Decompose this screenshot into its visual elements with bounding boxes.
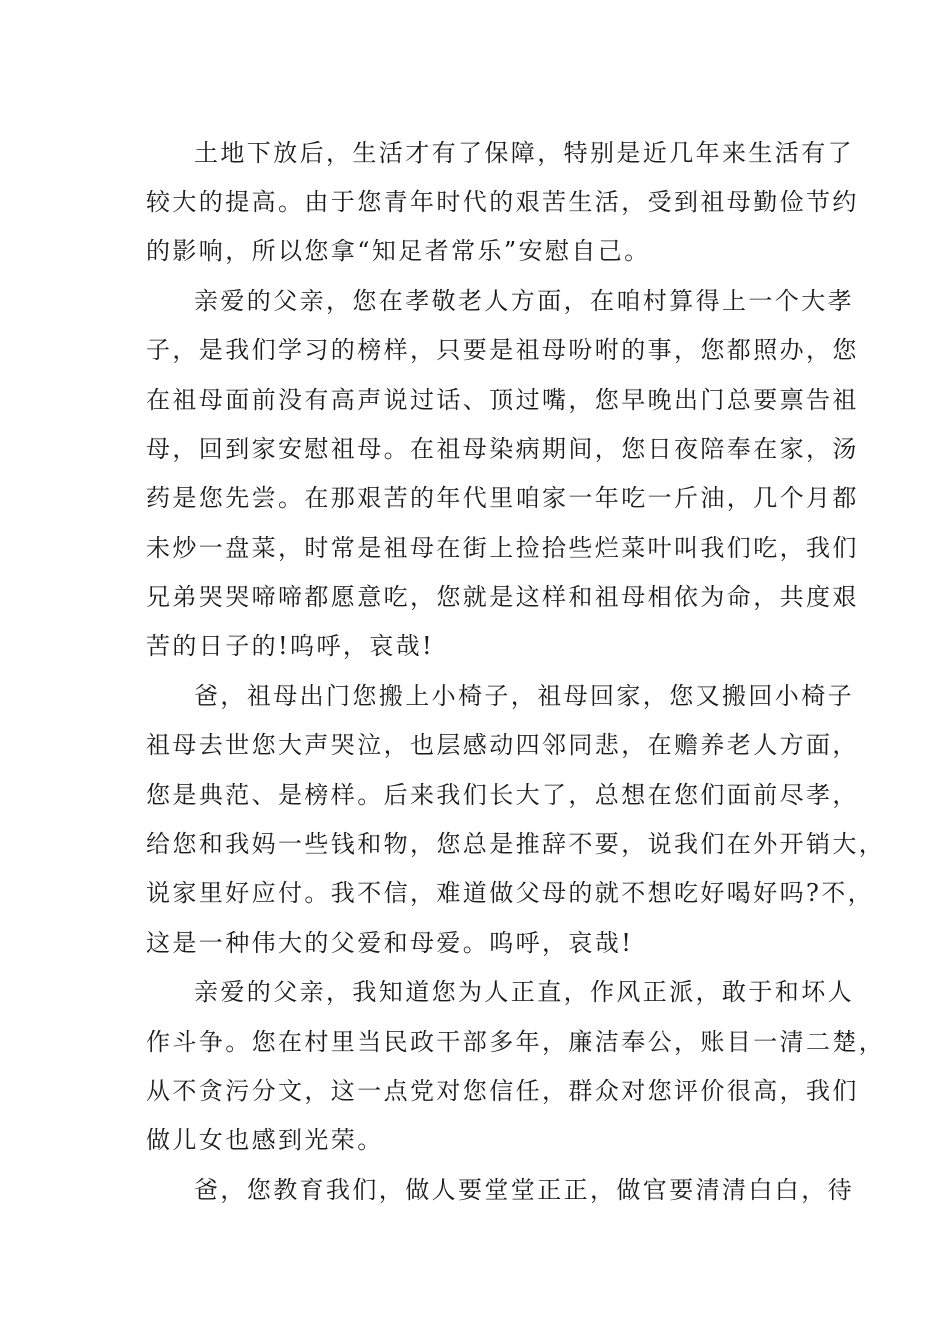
paragraph-line: 的影响，所以您拿“知足者常乐”安慰自己。 bbox=[146, 237, 651, 265]
paragraph-line: 这是一种伟大的父爱和母爱。呜呼，哀哉! bbox=[146, 929, 634, 957]
paragraph-line: 母，回到家安慰祖母。在祖母染病期间，您日夜陪奉在家，汤 bbox=[146, 435, 859, 463]
paragraph-line: 亲爱的父亲，我知道您为人正直，作风正派，敢于和坏人 bbox=[194, 978, 854, 1006]
paragraph-line: 给您和我妈一些钱和物，您总是推辞不要，说我们在外开销大， bbox=[146, 830, 886, 858]
paragraph-line: 未炒一盘菜，时常是祖母在街上捡拾些烂菜叶叫我们吃，我们 bbox=[146, 534, 859, 562]
paragraph-line: 亲爱的父亲，您在孝敬老人方面，在咱村算得上一个大孝 bbox=[194, 287, 854, 315]
paragraph-line: 药是您先尝。在那艰苦的年代里咱家一年吃一斤油，几个月都 bbox=[146, 484, 859, 512]
paragraph-line: 爸，祖母出门您搬上小椅子，祖母回家，您又搬回小椅子 bbox=[194, 682, 854, 710]
paragraph-line: 在祖母面前没有高声说过话、顶过嘴，您早晚出门总要禀告祖 bbox=[146, 386, 859, 414]
paragraph-line: 爸，您教育我们，做人要堂堂正正，做官要清清白白，待 bbox=[194, 1176, 854, 1204]
paragraph-line: 说家里好应付。我不信，难道做父母的就不想吃好喝好吗?不， bbox=[146, 879, 875, 907]
paragraph-line: 作斗争。您在村里当民政干部多年，廉洁奉公，账目一清二楚， bbox=[146, 1028, 886, 1056]
paragraph-line: 较大的提高。由于您青年时代的艰苦生活，受到祖母勤俭节约 bbox=[146, 188, 859, 216]
paragraph-line: 做儿女也感到光荣。 bbox=[146, 1126, 384, 1154]
paragraph-line: 土地下放后，生活才有了保障，特别是近几年来生活有了 bbox=[194, 139, 854, 167]
paragraph-line: 兄弟哭哭啼啼都愿意吃，您就是这样和祖母相依为命，共度艰 bbox=[146, 583, 859, 611]
paragraph-line: 苦的日子的!呜呼，哀哉! bbox=[146, 632, 435, 660]
paragraph-line: 子，是我们学习的榜样，只要是祖母吩咐的事，您都照办，您 bbox=[146, 336, 859, 364]
paragraph-line: 祖母去世您大声哭泣，也层感动四邻同悲，在赡养老人方面， bbox=[146, 731, 859, 759]
paragraph-line: 您是典范、是榜样。后来我们长大了，总想在您们面前尽孝， bbox=[146, 781, 859, 809]
paragraph-line: 从不贪污分文，这一点党对您信任，群众对您评价很高，我们 bbox=[146, 1077, 859, 1105]
